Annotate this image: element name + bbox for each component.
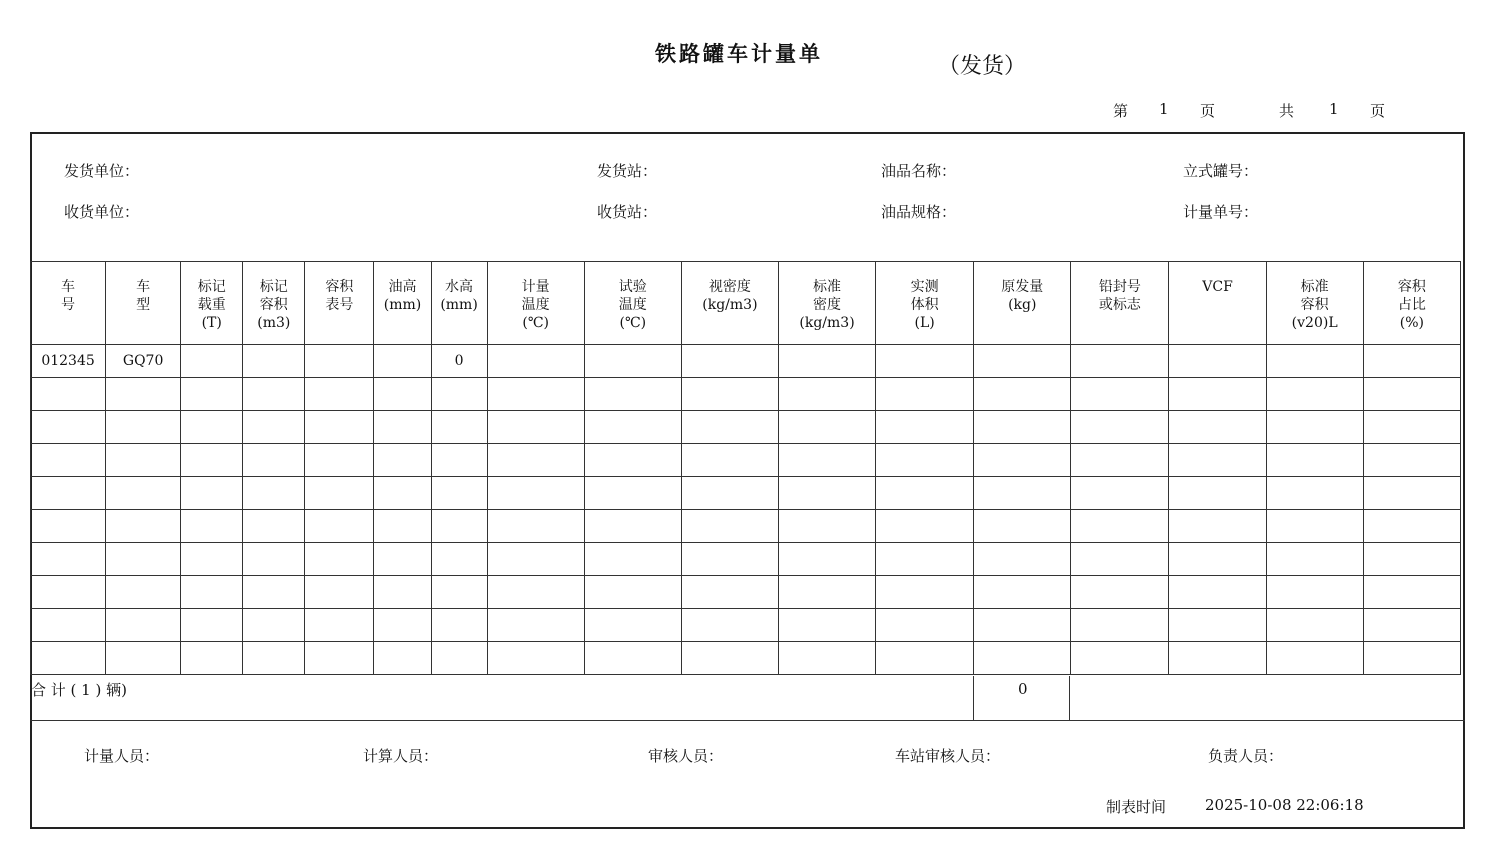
table-cell [487, 510, 584, 543]
table-cell [431, 411, 487, 444]
table-cell [974, 477, 1071, 510]
table-cell [1071, 510, 1169, 543]
table-cell [181, 642, 243, 675]
column-header: 计量 温度 (℃) [487, 262, 584, 345]
table-cell [243, 642, 305, 675]
table-cell [243, 543, 305, 576]
total-divider-right [1069, 676, 1070, 720]
table-cell [305, 378, 374, 411]
table-cell [681, 477, 778, 510]
table-row [31, 576, 1461, 609]
table-row [31, 345, 1461, 378]
table-cell [1266, 345, 1363, 378]
table-cell [681, 345, 778, 378]
station-reviewer-label: 车站审核人员： [895, 747, 1001, 765]
table-row [31, 510, 1461, 543]
table-cell [1169, 411, 1266, 444]
tank-number-label: 立式罐号： [1183, 162, 1259, 180]
table-cell [431, 576, 487, 609]
table-cell [31, 444, 106, 477]
table-cell [106, 477, 181, 510]
table-cell [31, 378, 106, 411]
table-cell [1169, 576, 1266, 609]
table-cell: GQ70 [106, 345, 181, 378]
table-cell [305, 444, 374, 477]
table-cell [31, 576, 106, 609]
receive-station-label: 收货站： [597, 203, 658, 221]
table-cell [1266, 510, 1363, 543]
table-cell [974, 345, 1071, 378]
table-cell [584, 642, 681, 675]
column-header: 标记 载重 (T) [181, 262, 243, 345]
calculator-label: 计算人员： [363, 747, 439, 765]
table-cell [431, 444, 487, 477]
measurer-label: 计量人员： [84, 747, 160, 765]
table-cell [876, 510, 974, 543]
column-header: 水高 (mm) [431, 262, 487, 345]
table-cell [681, 444, 778, 477]
table-cell [305, 510, 374, 543]
table-cell [876, 543, 974, 576]
table-cell [1363, 444, 1460, 477]
table-cell [1266, 477, 1363, 510]
oil-spec-label: 油品规格： [881, 203, 957, 221]
table-cell [778, 510, 875, 543]
table-cell [584, 609, 681, 642]
table-cell [584, 378, 681, 411]
reviewer-label: 审核人员： [648, 747, 724, 765]
table-cell [1071, 609, 1169, 642]
table-cell [305, 411, 374, 444]
table-cell [584, 543, 681, 576]
table-cell [1169, 345, 1266, 378]
column-header: 试验 温度 (℃) [584, 262, 681, 345]
table-row [31, 477, 1461, 510]
made-time-value: 2025-10-08 22:06:18 [1205, 796, 1364, 814]
column-header: 铅封号 或标志 [1071, 262, 1169, 345]
table-cell [1169, 477, 1266, 510]
table-cell [487, 411, 584, 444]
table-cell [1266, 609, 1363, 642]
column-header: 标准 容积 (v20)L [1266, 262, 1363, 345]
table-cell [1363, 378, 1460, 411]
column-header: 容积 占比 (%) [1363, 262, 1460, 345]
table-cell [778, 378, 875, 411]
table-cell [1363, 609, 1460, 642]
table-cell [106, 609, 181, 642]
table-cell [374, 345, 431, 378]
table-cell [974, 642, 1071, 675]
table-row [31, 444, 1461, 477]
table-cell [31, 543, 106, 576]
column-header: 油高 (mm) [374, 262, 431, 345]
table-cell [778, 543, 875, 576]
table-cell [1363, 345, 1460, 378]
table-cell [1071, 642, 1169, 675]
table-cell [487, 543, 584, 576]
document-title: 铁路罐车计量单 [655, 42, 823, 66]
table-cell [106, 411, 181, 444]
table-cell [974, 444, 1071, 477]
table-cell [181, 543, 243, 576]
table-cell [487, 378, 584, 411]
total-original-amount: 0 [1018, 680, 1028, 698]
table-cell [1363, 576, 1460, 609]
table-cell [778, 576, 875, 609]
table-cell [181, 576, 243, 609]
table-cell [487, 609, 584, 642]
table-cell [1169, 378, 1266, 411]
column-header: VCF [1169, 262, 1266, 345]
table-cell [431, 378, 487, 411]
table-cell [1169, 642, 1266, 675]
table-cell [1363, 543, 1460, 576]
table-cell [305, 345, 374, 378]
table-header-row [31, 262, 1461, 345]
table-cell [1266, 444, 1363, 477]
table-cell [243, 378, 305, 411]
column-header: 原发量 (kg) [974, 262, 1071, 345]
table-cell [487, 576, 584, 609]
column-header: 车 型 [106, 262, 181, 345]
total-pages-unit: 页 [1370, 102, 1386, 120]
table-cell [243, 345, 305, 378]
receiver-label: 收货单位： [64, 203, 140, 221]
table-cell [305, 543, 374, 576]
table-cell [1071, 576, 1169, 609]
table-cell [243, 510, 305, 543]
table-row [31, 609, 1461, 642]
table-cell [243, 411, 305, 444]
table-cell [1071, 345, 1169, 378]
table-cell [181, 411, 243, 444]
table-cell [1266, 378, 1363, 411]
table-cell [31, 477, 106, 510]
table-cell [584, 411, 681, 444]
column-header: 容积 表号 [305, 262, 374, 345]
table-cell [374, 609, 431, 642]
table-cell [876, 378, 974, 411]
table-cell [31, 510, 106, 543]
table-row [31, 411, 1461, 444]
column-header: 标记 容积 (m3) [243, 262, 305, 345]
table-cell [1169, 510, 1266, 543]
table-row [31, 642, 1461, 675]
table-cell [31, 411, 106, 444]
table-cell [876, 345, 974, 378]
table-cell [1363, 411, 1460, 444]
table-cell [1071, 411, 1169, 444]
table-cell [305, 609, 374, 642]
responsible-label: 负责人员： [1208, 747, 1284, 765]
page-unit: 页 [1200, 102, 1216, 120]
table-cell [106, 378, 181, 411]
table-cell [374, 411, 431, 444]
table-row [31, 543, 1461, 576]
table-cell [1266, 543, 1363, 576]
table-cell [431, 477, 487, 510]
table-cell [681, 609, 778, 642]
table-cell [1071, 543, 1169, 576]
total-pages-number: 1 [1329, 100, 1339, 118]
table-cell [1363, 642, 1460, 675]
made-time-label: 制表时间 [1106, 798, 1167, 816]
table-cell [431, 510, 487, 543]
table-cell [243, 609, 305, 642]
table-cell [181, 378, 243, 411]
table-cell [374, 477, 431, 510]
table-cell [974, 543, 1071, 576]
table-cell [181, 510, 243, 543]
table-cell [374, 543, 431, 576]
table-cell [876, 444, 974, 477]
table-cell [106, 510, 181, 543]
shipper-label: 发货单位： [64, 162, 140, 180]
table-cell [681, 411, 778, 444]
table-cell [243, 576, 305, 609]
column-header: 车 号 [31, 262, 106, 345]
table-cell [1071, 378, 1169, 411]
ship-station-label: 发货站： [597, 162, 658, 180]
total-label: 合 计 ( 1 ) 辆) [31, 681, 127, 699]
table-cell [974, 609, 1071, 642]
table-cell [681, 378, 778, 411]
table-cell [487, 444, 584, 477]
table-cell [681, 576, 778, 609]
table-cell [106, 642, 181, 675]
table-cell [374, 378, 431, 411]
table-cell [374, 510, 431, 543]
table-row [31, 378, 1461, 411]
table-cell [974, 510, 1071, 543]
table-cell [876, 477, 974, 510]
oil-name-label: 油品名称： [881, 162, 957, 180]
table-cell [243, 444, 305, 477]
table-cell [584, 510, 681, 543]
table-cell [181, 477, 243, 510]
table-cell [181, 444, 243, 477]
table-cell [1363, 510, 1460, 543]
table-cell [305, 477, 374, 510]
table-cell [106, 543, 181, 576]
table-cell [487, 642, 584, 675]
table-cell [974, 378, 1071, 411]
total-divider-left [973, 676, 974, 720]
table-cell [106, 444, 181, 477]
table-cell [584, 444, 681, 477]
table-cell [681, 642, 778, 675]
page-prefix: 第 [1113, 102, 1129, 120]
table-cell [681, 510, 778, 543]
table-cell [1071, 477, 1169, 510]
table-cell [1266, 411, 1363, 444]
table-cell [431, 609, 487, 642]
table-cell [584, 477, 681, 510]
table-cell [181, 609, 243, 642]
total-pages-prefix: 共 [1279, 102, 1295, 120]
table-cell [876, 642, 974, 675]
table-cell [305, 642, 374, 675]
table-cell [487, 477, 584, 510]
table-cell [1169, 609, 1266, 642]
table-cell [778, 345, 875, 378]
table-cell [584, 576, 681, 609]
table-cell [1169, 543, 1266, 576]
table-cell [876, 609, 974, 642]
footer-divider [30, 720, 1465, 721]
table-cell [1169, 444, 1266, 477]
table-cell [374, 576, 431, 609]
table-cell [31, 609, 106, 642]
table-cell [584, 345, 681, 378]
document-subtitle: （发货） [938, 54, 1027, 79]
table-cell [1363, 477, 1460, 510]
table-cell [1266, 576, 1363, 609]
table-cell [305, 576, 374, 609]
page-number: 1 [1159, 100, 1169, 118]
table-cell [778, 411, 875, 444]
table-cell [876, 576, 974, 609]
table-cell [31, 642, 106, 675]
column-header: 实测 体积 (L) [876, 262, 974, 345]
table-cell [181, 345, 243, 378]
table-cell [106, 576, 181, 609]
table-cell [1071, 444, 1169, 477]
column-header: 标准 密度 (kg/m3) [778, 262, 875, 345]
table-cell [778, 444, 875, 477]
measure-number-label: 计量单号： [1183, 203, 1259, 221]
table-cell [487, 345, 584, 378]
table-cell [374, 444, 431, 477]
table-cell [681, 543, 778, 576]
table-cell [974, 411, 1071, 444]
table-cell [778, 477, 875, 510]
table-cell [778, 609, 875, 642]
table-cell [974, 576, 1071, 609]
table-cell [876, 411, 974, 444]
table-cell [243, 477, 305, 510]
table-cell [374, 642, 431, 675]
table-cell [1266, 642, 1363, 675]
measurement-table [30, 261, 1461, 675]
table-cell: 012345 [31, 345, 106, 378]
column-header: 视密度 (kg/m3) [681, 262, 778, 345]
table-cell [431, 543, 487, 576]
table-cell [778, 642, 875, 675]
table-cell: 0 [431, 345, 487, 378]
table-cell [431, 642, 487, 675]
